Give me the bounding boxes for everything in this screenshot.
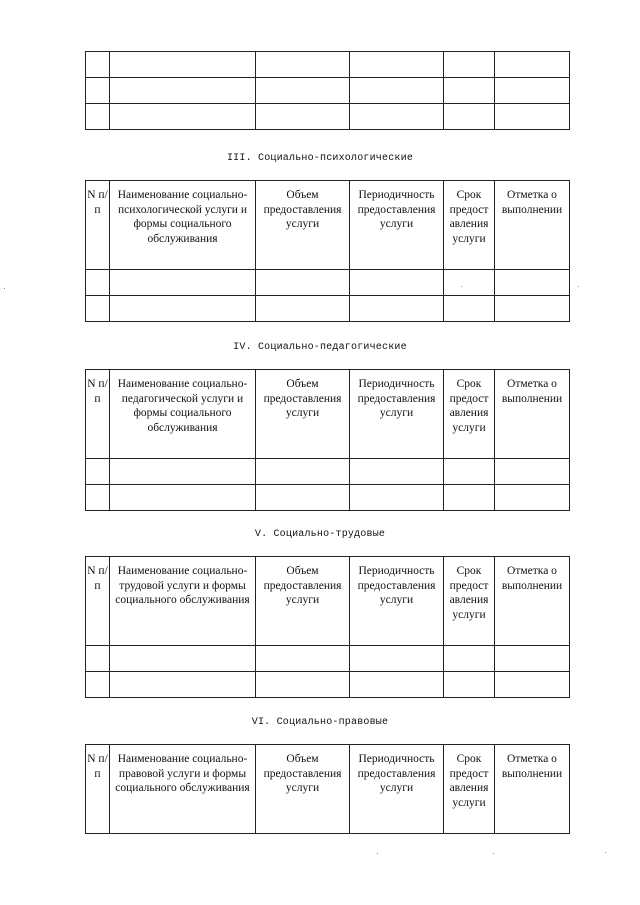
section-title: V. Социально-трудовые (254, 529, 386, 540)
services-table-psychological (85, 180, 570, 322)
table-header-row (86, 557, 570, 646)
header-name: Наименование социально-педагогической услуги и формы социального обслуживания (110, 370, 256, 459)
section-title: VI. Социально-правовые (251, 717, 389, 728)
table-header-row (86, 745, 570, 834)
table-row (86, 270, 570, 296)
table-header-row (86, 370, 570, 459)
header-term: Срок предост авления услуги (444, 181, 495, 270)
header-mark: Отметка о выполнении (495, 557, 570, 646)
services-table-legal (85, 744, 570, 834)
header-num: N п/п (86, 557, 110, 646)
header-name: Наименование социально-трудовой услуги и формы социального обслуживания (110, 557, 256, 646)
table-row (86, 646, 570, 672)
table-row (86, 52, 570, 78)
scan-speck (461, 286, 462, 287)
scan-speck (377, 853, 378, 854)
scan-speck (4, 288, 5, 289)
table-row (86, 78, 570, 104)
scan-speck (493, 853, 494, 854)
header-periodicity: Периодичность предоставления услуги (350, 181, 444, 270)
header-mark: Отметка о выполнении (495, 181, 570, 270)
header-term: Срок предост авления услуги (444, 370, 495, 459)
header-periodicity: Периодичность предоставления услуги (350, 557, 444, 646)
header-volume: Объем предоставления услуги (256, 370, 350, 459)
header-mark: Отметка о выполнении (495, 370, 570, 459)
section-title: III. Социально-психологические (226, 153, 414, 164)
header-periodicity: Периодичность предоставления услуги (350, 370, 444, 459)
header-volume: Объем предоставления услуги (256, 745, 350, 834)
table-row (86, 296, 570, 322)
scan-speck (578, 286, 579, 287)
header-mark: Отметка о выполнении (495, 745, 570, 834)
header-periodicity: Периодичность предоставления услуги (350, 745, 444, 834)
header-num: N п/п (86, 370, 110, 459)
services-table-pedagogical (85, 369, 570, 511)
header-volume: Объем предоставления услуги (256, 181, 350, 270)
table-row (86, 104, 570, 130)
header-term: Срок предост авления услуги (444, 557, 495, 646)
table-header-row (86, 181, 570, 270)
section-title: IV. Социально-педагогические (233, 342, 407, 353)
table-row (86, 672, 570, 698)
services-table-labor (85, 556, 570, 698)
table-row (86, 459, 570, 485)
header-name: Наименование социально-правовой услуги и формы социального обслуживания (110, 745, 256, 834)
header-name: Наименование социально-психологической услуги и формы социального обслуживания (110, 181, 256, 270)
previous-section-table (85, 51, 570, 130)
scan-speck (605, 852, 606, 853)
header-volume: Объем предоставления услуги (256, 557, 350, 646)
table-row (86, 485, 570, 511)
header-num: N п/п (86, 745, 110, 834)
header-num: N п/п (86, 181, 110, 270)
header-term: Срок предост авления услуги (444, 745, 495, 834)
